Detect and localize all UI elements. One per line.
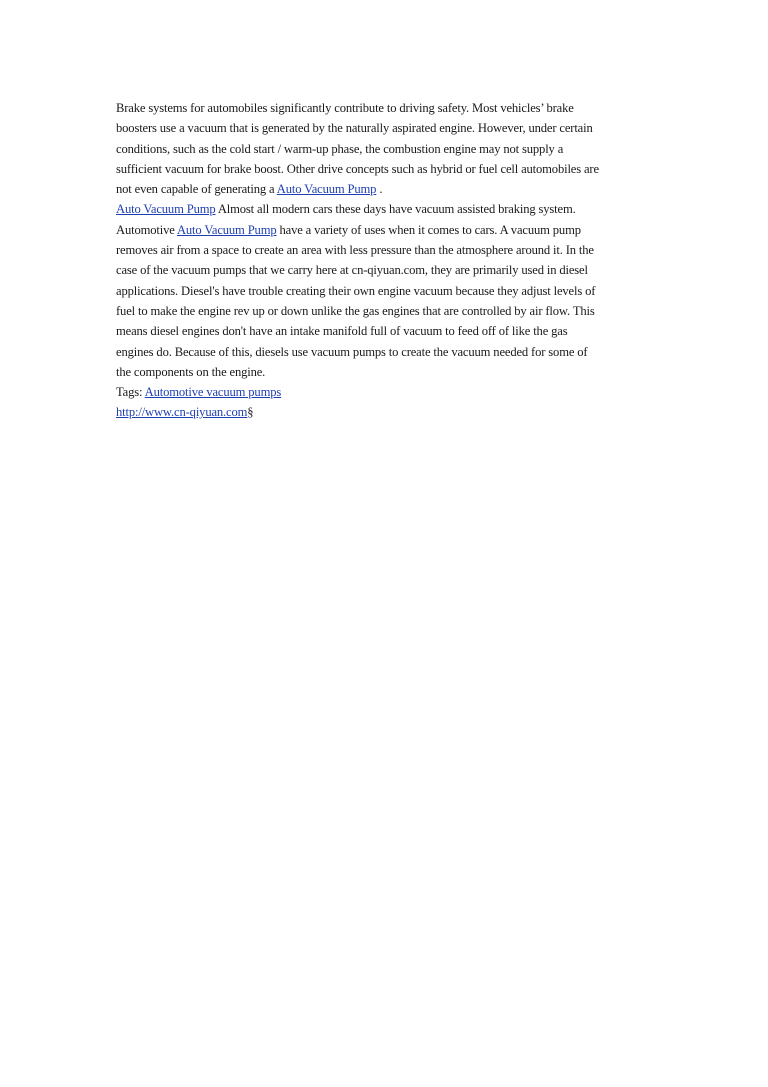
text-line <box>116 281 656 301</box>
body-text: sufficient vacuum for brake boost. Other drive concepts such as hybrid or fuel cell automobiles are <box>116 161 599 176</box>
text-line <box>116 260 656 280</box>
body-text: conditions, such as the cold start / warm-up phase, the combustion engine may not supply a <box>116 141 564 156</box>
automotive-vacuum-pumps-link[interactable]: Automotive vacuum pumps <box>144 385 282 400</box>
url-line <box>116 402 656 422</box>
body-text: not even capable of generating a <box>116 182 277 197</box>
body-text: boosters use a vacuum that is generated by the naturally aspirated engine. However, under certain <box>116 121 593 136</box>
text-line <box>116 98 656 118</box>
body-text: fuel to make the engine rev up or down unlike the gas engines that are controlled by air flow. This <box>116 303 595 318</box>
body-text: Brake systems for automobiles significantly contribute to driving safety. Most vehicles’ brake <box>116 101 574 115</box>
text-line <box>116 321 656 341</box>
body-text: means diesel engines don't have an intake manifold full of vacuum to feed off of like the gas <box>116 324 568 339</box>
text-line <box>116 159 656 179</box>
text-line <box>116 301 656 321</box>
document-page <box>116 98 656 423</box>
text-line <box>116 240 656 260</box>
body-text: applications. Diesel's have trouble creating their own engine vacuum because they adjust levels of <box>116 283 596 298</box>
text-line <box>116 342 656 362</box>
auto-vacuum-pump-link[interactable]: Auto Vacuum Pump <box>276 182 377 197</box>
auto-vacuum-pump-link[interactable]: Auto Vacuum Pump <box>116 202 216 217</box>
body-text: case of the vacuum pumps that we carry here at cn-qiyuan.com, they are primarily used in diesel <box>116 263 588 278</box>
site-url-link[interactable]: http://www.cn-qiyuan.com <box>116 405 248 420</box>
body-text: Almost all modern cars these days have vacuum assisted braking system. <box>215 202 576 217</box>
body-text: removes air from a space to create an area with less pressure than the atmosphere around it. In the <box>116 243 594 258</box>
text-line <box>116 139 656 159</box>
body-text: have a variety of uses when it comes to cars. A vacuum pump <box>276 222 581 237</box>
tags-line <box>116 382 656 402</box>
auto-vacuum-pump-link[interactable]: Auto Vacuum Pump <box>176 222 277 237</box>
text-line <box>116 118 656 138</box>
text-line <box>116 179 656 199</box>
text-line <box>116 220 656 240</box>
text-line <box>116 199 656 219</box>
body-text: engines do. Because of this, diesels use vacuum pumps to create the vacuum needed for some of <box>116 344 588 359</box>
text-line <box>116 362 656 382</box>
section-sign: § <box>247 405 254 420</box>
tags-label: Tags: <box>116 385 145 400</box>
body-text: Automotive <box>116 222 177 237</box>
body-text: . <box>376 182 383 197</box>
body-text: the components on the engine. <box>116 364 266 379</box>
